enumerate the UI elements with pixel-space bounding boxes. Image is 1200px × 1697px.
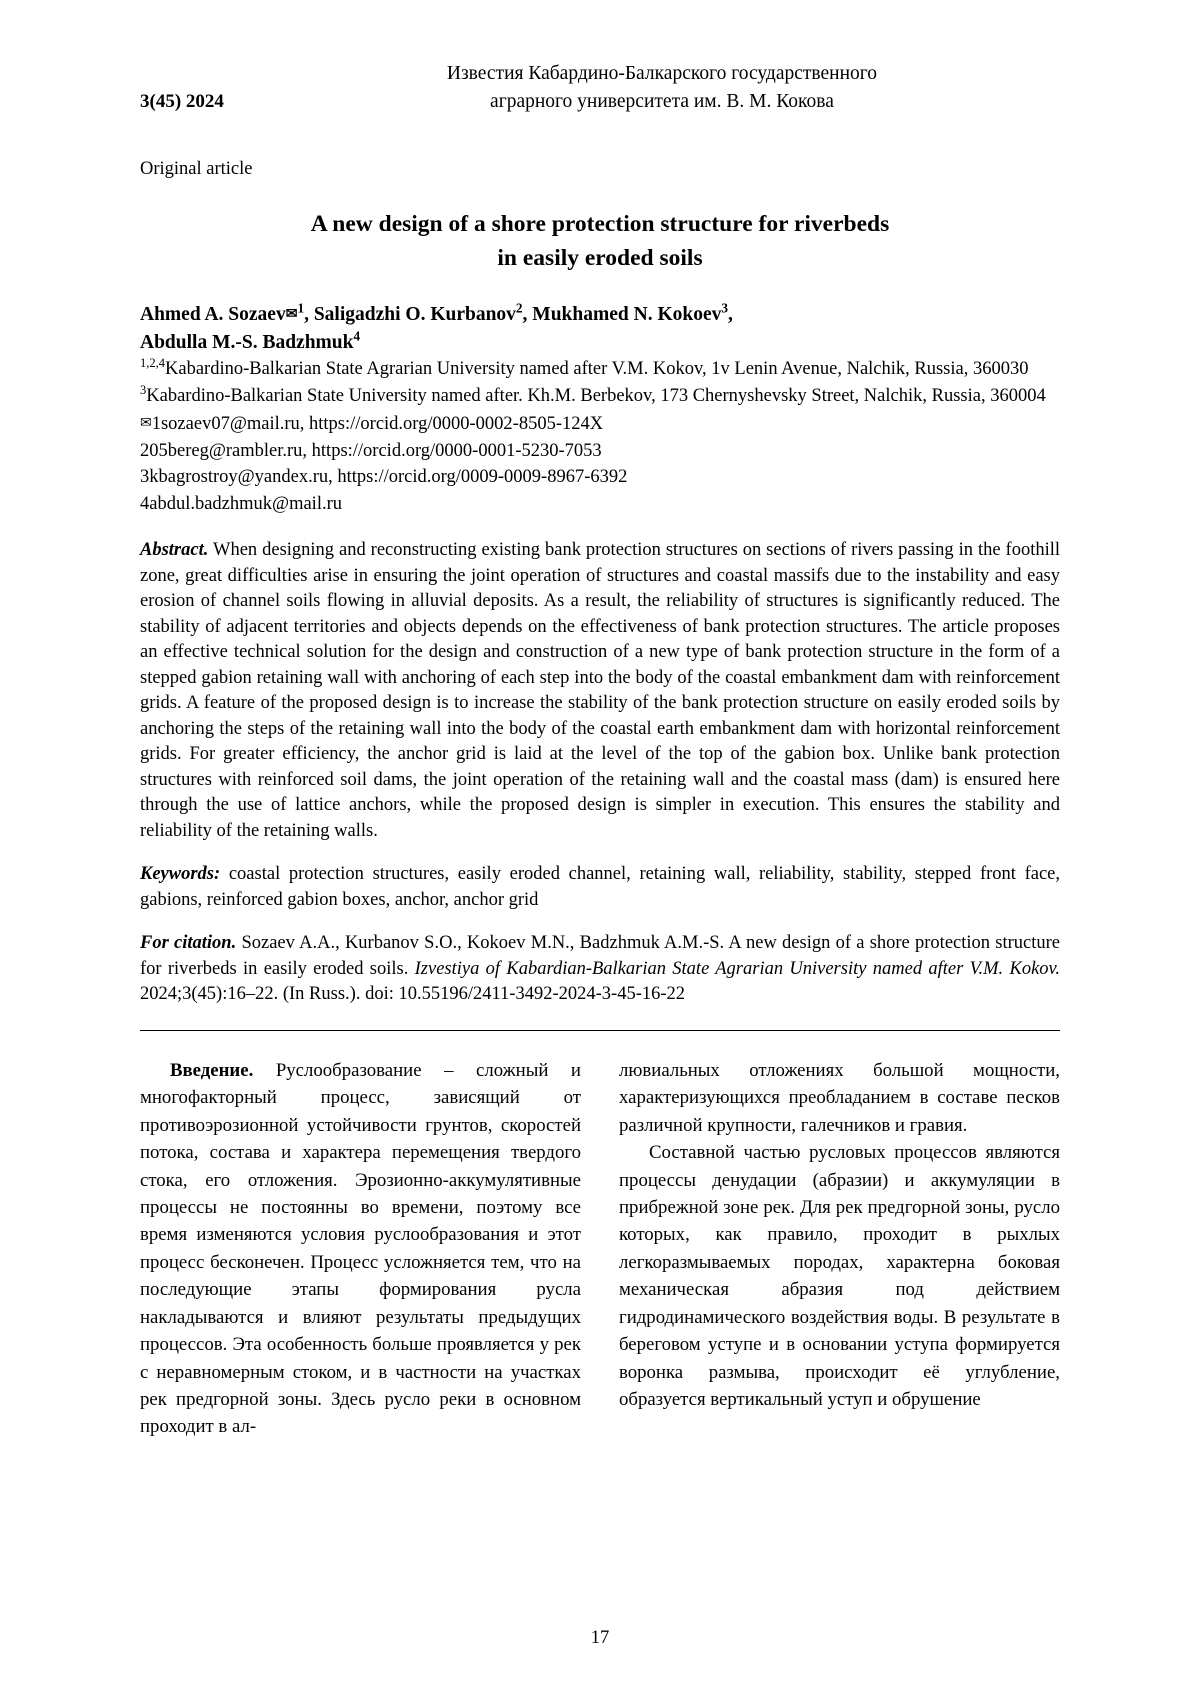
intro-heading: Введение. (170, 1059, 254, 1081)
author-3-name: , Mukhamed N. Kokoev (522, 304, 722, 326)
affiliation-1-marker: 1,2,4 (140, 356, 165, 371)
title-line2: in easily eroded soils (497, 244, 703, 271)
envelope-icon: ✉ (285, 307, 298, 323)
issue-number: 3(45) 2024 (140, 91, 224, 113)
paragraph (619, 1057, 1060, 1139)
author-2-name: , Saligadzhi O. Kurbanov (304, 304, 516, 326)
contact-2 (140, 438, 1060, 465)
contact-2-text[interactable]: 05bereg@rambler.ru, https://orcid.org/0000-0001-5230-7053 (149, 440, 602, 461)
citation-journal: Izvestiya of Kabardian-Balkarian State Agrarian University named after V.M. Kokov. (414, 958, 1060, 979)
contact-1-marker: 1 (151, 413, 161, 434)
paragraph-text: лювиальных отложениях большой мощности, характеризующихся преобладанием в составе песков различной крупности, галечников и гравия. (619, 1059, 1060, 1136)
paragraph (140, 1057, 581, 1441)
envelope-icon: ✉ (140, 415, 152, 431)
page-number: 17 (590, 1628, 610, 1648)
citation-section (140, 931, 1060, 1008)
page-content (140, 60, 1060, 1441)
author-4-name: Abdulla M.-S. Badzhmuk (140, 331, 354, 353)
article-type-label: Original article (140, 159, 253, 180)
journal-name-line1: Известия Кабардино-Балкарского государственного (446, 63, 878, 84)
author-1-name: Ahmed A. Sozaev (140, 304, 286, 326)
contact-3-text[interactable]: kbagrostroy@yandex.ru, https://orcid.org/0009-0009-8967-6392 (149, 467, 628, 488)
affiliation-1 (140, 357, 1060, 382)
keywords-label: Keywords: (140, 864, 221, 885)
affiliation-2-marker: 3 (140, 382, 147, 397)
author-4-affil-marker: 4 (353, 328, 361, 344)
body-columns (140, 1057, 1060, 1441)
author-1-affil-marker: 1 (297, 300, 305, 316)
paragraph-text: Составной частью русловых процессов являются процессы денудации (абразии) и аккумуляции в прибрежной зоне рек. Для рек предгорной зоны, русло которых, как правило, проходит в рыхлых легкоразмываемых породах, характерна боковая механическая абразия под действием гидродинамического воздействия воды. В результате в береговом уступе и в основании уступа формируется воронка размыва, происходит её углубление, образуется вертикальный уступ и обрушение (619, 1142, 1060, 1411)
contact-2-marker: 2 (140, 440, 150, 461)
paragraph (619, 1139, 1060, 1413)
author-line-separator: , (727, 304, 733, 326)
paragraph-text: Руслообразование – сложный и многофакторный процесс, зависящий от противоэрозионной устойчивости грунтов, скоростей потока, состава и характера перемещения твердого стока, его отложения. Эрозионно-аккумулятивные процессы не постоянны во времени, поэтому все время изменяются условия руслообразования и этот процесс бесконечен. Процесс усложняется тем, что на последующие этапы формирования русла накладываются и влияют результаты предыдущих процессов. Эта особенность больше проявляется у рек с неравномерным стоком, и в частности на участках рек предгорной зоны. Здесь русло реки в основном проходит в ал- (140, 1059, 581, 1438)
contact-3 (140, 464, 1060, 491)
affiliation-2-text: Kabardino-Balkarian State University named after. Kh.M. Berbekov, 173 Chernyshevsky Street, Nalchik, Russia, 360004 (146, 385, 1046, 406)
author-3-affil-marker: 3 (721, 300, 728, 316)
abstract-section (140, 538, 1060, 844)
body-left-column (140, 1057, 581, 1441)
body-right-column (619, 1057, 1060, 1441)
title-line1: A new design of a shore protection structure for riverbeds (310, 211, 890, 238)
affiliation-1-text: Kabardino-Balkarian State Agrarian University named after V.M. Kokov, 1v Lenin Avenue, Nalchik, Russia, 360030 (165, 359, 1029, 380)
abstract-text: When designing and reconstructing existing bank protection structures on sections of rivers passing in the foothill zone, great difficulties arise in ensuring the joint operation of structures and coastal massifs due to the instability and easy erosion of channel soils flowing in alluvial deposits. As a result, the reliability of structures is significantly reduced. The stability of adjacent territories and objects depends on the effectiveness of bank protection structures. The article proposes an effective technical solution for the design and construction of a new type of bank protection structure in the form of a stepped gabion retaining wall with anchoring of each step into the body of the coastal embankment dam with reinforcement grids. A feature of the proposed design is to increase the stability of the bank protection structure on easily eroded soils by anchoring the steps of the retaining wall into the body of the coastal earth embankment dam with horizontal reinforcement grids. For greater efficiency, the anchor grid is laid at the level of the top of the gabion box. Unlike bank protection structures with reinforced soil dams, the joint operation of the retaining wall and the coastal mass (dam) is ensured here through the use of lattice anchors, while the proposed design is simpler in execution. This ensures the stability and reliability of the retaining walls. (140, 540, 1060, 841)
journal-name-line2: аграрного университета им. В. М. Кокова (490, 90, 834, 112)
section-divider (140, 1030, 1060, 1031)
contact-4-marker: 4 (140, 494, 150, 515)
author-list (140, 301, 1060, 356)
citation-text-2: 2024;3(45):16–22. (In Russ.). doi: 10.55196/2411-3492-2024-3-45-16-22 (140, 984, 686, 1005)
contact-1-text[interactable]: sozaev07@mail.ru, https://orcid.org/0000-0002-8505-124X (160, 413, 604, 434)
keywords-section (140, 862, 1060, 913)
contact-4-text[interactable]: abdul.badzhmuk@mail.ru (149, 494, 342, 515)
author-2-affil-marker: 2 (515, 300, 523, 316)
running-head (140, 60, 1060, 115)
affiliation-2 (140, 384, 1060, 409)
abstract-label: Abstract. (140, 540, 209, 561)
citation-label: For citation. (140, 933, 237, 954)
contact-4 (140, 491, 1060, 518)
keywords-text: coastal protection structures, easily eroded channel, retaining wall, reliability, stability, stepped front face, gabions, reinforced gabion boxes, anchor, anchor grid (140, 864, 1060, 910)
contact-list (140, 411, 1060, 518)
contact-3-marker: 3 (140, 467, 150, 488)
citation-text-1: Sozaev A.A., Kurbanov S.O., Kokoev M.N., Badzhmuk A.M.-S. A new design of a shore protection structure for riverbeds in easily eroded soils. (140, 933, 1060, 979)
contact-1 (140, 411, 1060, 438)
page-title (140, 208, 1060, 275)
journal-name (224, 60, 1060, 115)
